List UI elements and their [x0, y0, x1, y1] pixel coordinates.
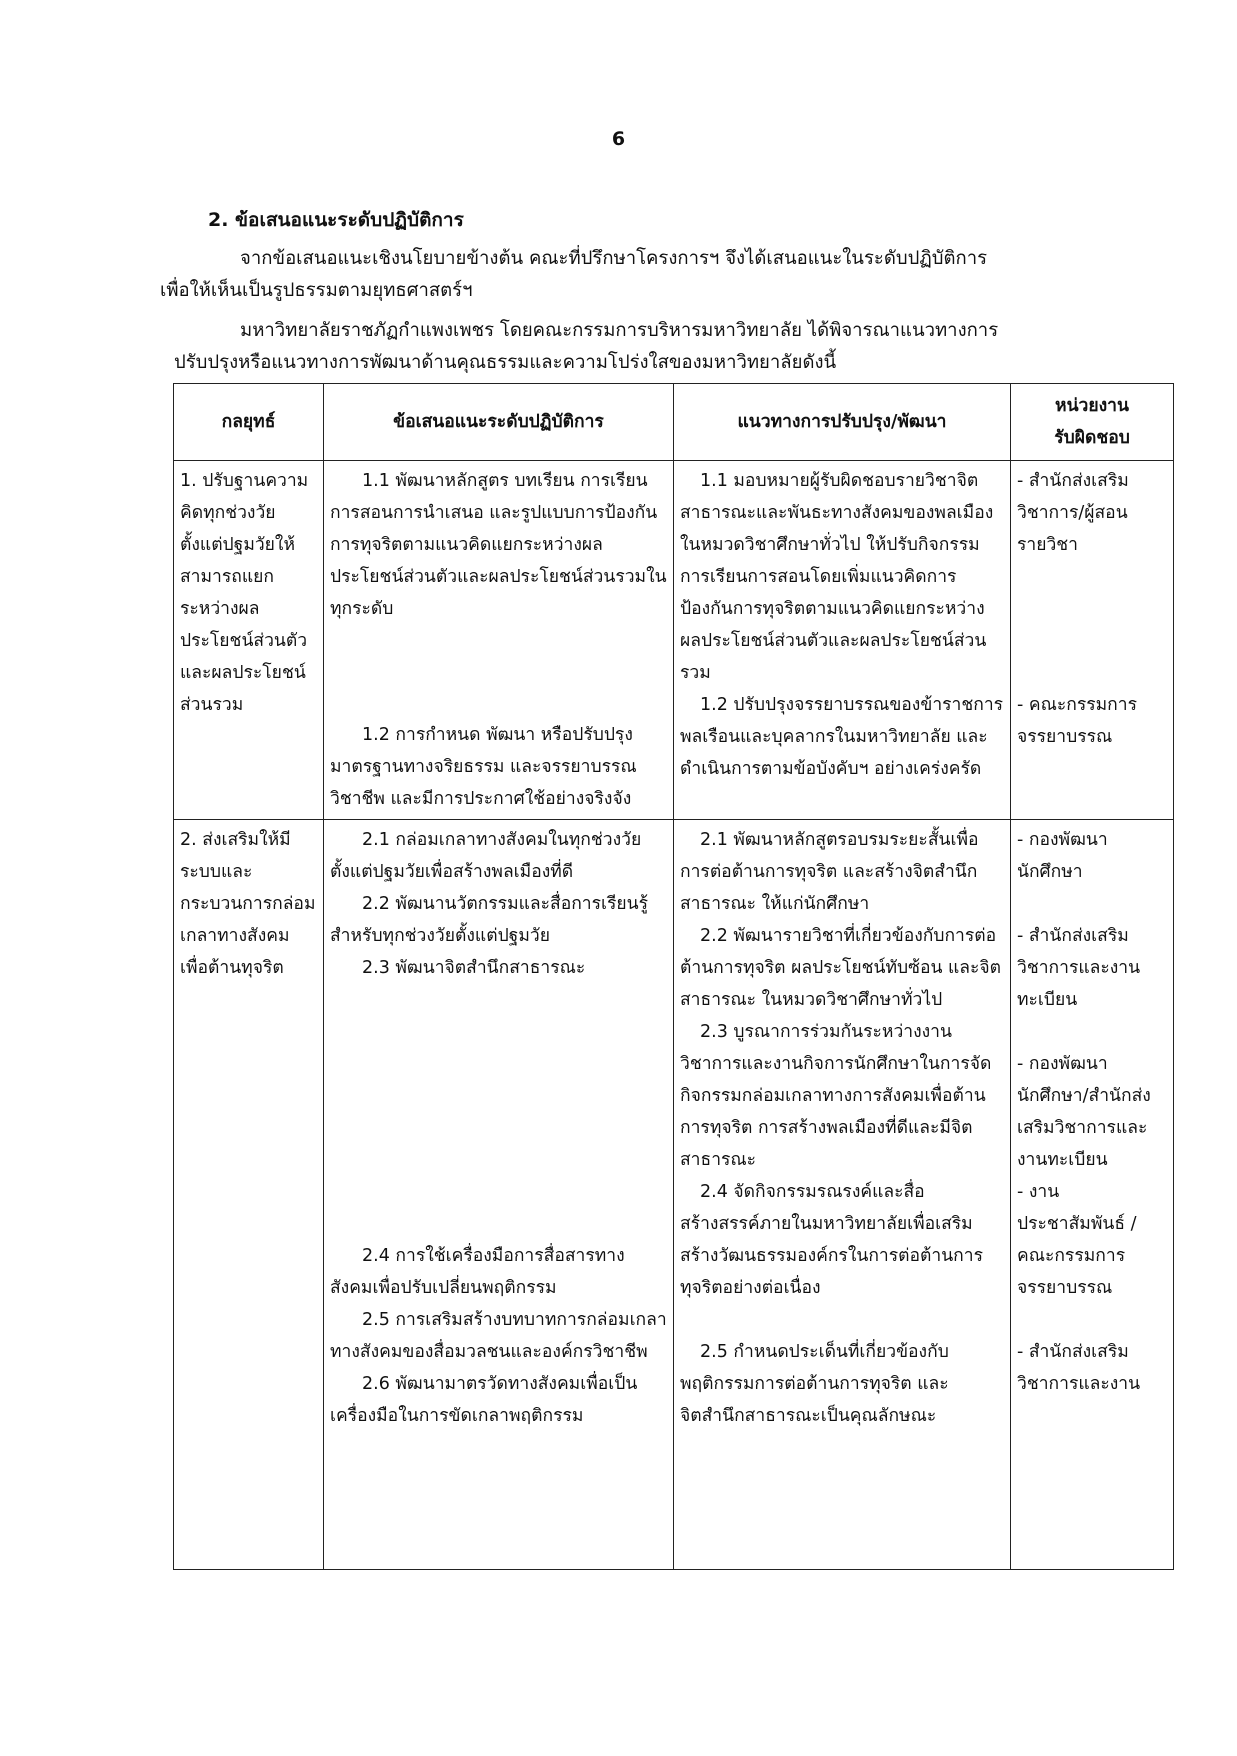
header-improvement: แนวทางการปรับปรุง/พัฒนา — [674, 384, 1011, 461]
recommendation-item: 2.6 พัฒนามาตรวัดทางสังคมเพื่อเป็นเครื่องมือในการขัดเกลาพฤติกรรม — [330, 1374, 638, 1426]
responsible-item: - สำนักส่งเสริมวิชาการและงาน — [1017, 1342, 1141, 1394]
improvement-item: 2.3 บูรณาการร่วมกันระหว่างงานวิชาการและงานกิจการนักศึกษาในการจัดกิจกรรมกล่อมเกลาทางการสังคมเพื่อต้านการทุจริต การสร้างพลเมืองที่ดีและมีจิตสาธารณะ — [680, 1022, 992, 1170]
improvement-item: 1.2 ปรับปรุงจรรยาบรรณของข้าราชการพลเรือนและบุคลากรในมหาวิทยาลัย และดำเนินการตามข้อบังคับฯ อย่างเคร่งครัด — [680, 695, 1004, 779]
recommendation-item: 2.2 พัฒนานวัตกรรมและสื่อการเรียนรู้สำหรับทุกช่วงวัยตั้งแต่ปฐมวัย — [330, 894, 649, 946]
recommendation-item: 1.1 พัฒนาหลักสูตร บทเรียน การเรียนการสอนการนำเสนอ และรูปแบบการป้องกันการทุจริตตามแนวคิดแยกระหว่างผลประโยชน์ส่วนตัวและผลประโยชน์ส่วนรวมในทุกระดับ — [330, 471, 667, 619]
paragraph-line: เพื่อให้เห็นเป็นรูปธรรมตามยุทธศาสตร์ฯ — [160, 280, 473, 301]
responsible-item: - สำนักส่งเสริมวิชาการ/ผู้สอนรายวิชา — [1017, 471, 1129, 555]
recommendation-item: 2.3 พัฒนาจิตสำนึกสาธารณะ — [362, 958, 586, 978]
improvement-cell — [674, 820, 1011, 1570]
recommendation-cell — [324, 461, 674, 820]
strategy-cell: 2. ส่งเสริมให้มีระบบและกระบวนการกล่อมเกลาทางสังคมเพื่อต้านทุจริต — [174, 820, 324, 1570]
responsible-item: - คณะกรรมการจรรยาบรรณ — [1017, 695, 1137, 747]
table-header-row — [174, 384, 1174, 461]
recommendation-item: 2.5 การเสริมสร้างบทบาทการกล่อมเกลาทางสังคมของสื่อมวลชนและองค์กรวิชาชีพ — [330, 1310, 667, 1362]
improvement-item: 1.1 มอบหมายผู้รับผิดชอบรายวิชาจิตสาธารณะและพันธะทางสังคมของพลเมือง ในหมวดวิชาศึกษาทั่วไป ให้ปรับกิจกรรมการเรียนการสอนโดยเพิ่มแนวคิดการป้องกันการทุจริตตามแนวคิดแยกระหว่างผลประโยชน์ส่วนตัวและผลประโยชน์ส่วนรวม — [680, 471, 994, 683]
responsible-item: - กองพัฒนานักศึกษา/สำนักส่งเสริมวิชาการและงานทะเบียน — [1017, 1054, 1151, 1170]
paragraph-line: จากข้อเสนอแนะเชิงนโยบายข้างต้น คณะที่ปรึกษาโครงการฯ จึงได้เสนอแนะในระดับปฏิบัติการ — [240, 248, 988, 269]
recommendation-cell — [324, 820, 674, 1570]
responsible-cell — [1011, 461, 1174, 820]
improvement-item: 2.5 กำหนดประเด็นที่เกี่ยวข้องกับพฤติกรรมการต่อต้านการทุจริต และจิตสำนึกสาธารณะเป็นคุณลักษณะ — [680, 1342, 949, 1426]
section-heading: 2. ข้อเสนอแนะระดับปฏิบัติการ — [208, 209, 464, 231]
responsible-item: - งานประชาสัมพันธ์ / คณะกรรมการจรรยาบรรณ — [1017, 1182, 1137, 1298]
table-row — [174, 820, 1174, 1570]
improvement-cell — [674, 461, 1011, 820]
responsible-item: - สำนักส่งเสริมวิชาการและงานทะเบียน — [1017, 926, 1141, 1010]
header-strategy: กลยุทธ์ — [174, 384, 324, 461]
page-number: 6 — [611, 128, 626, 150]
action-plan-table — [173, 383, 1174, 1570]
paragraph-line: ปรับปรุงหรือแนวทางการพัฒนาด้านคุณธรรมและความโปร่งใสของมหาวิทยาลัยดังนี้ — [174, 352, 837, 373]
header-responsible: หน่วยงาน รับผิดชอบ — [1011, 384, 1174, 461]
improvement-item: 2.1 พัฒนาหลักสูตรอบรมระยะสั้นเพื่อการต่อต้านการทุจริต และสร้างจิตสำนึกสาธารณะ ให้แก่นักศึกษา — [680, 830, 979, 914]
responsible-cell — [1011, 820, 1174, 1570]
recommendation-item: 1.2 การกำหนด พัฒนา หรือปรับปรุงมาตรฐานทางจริยธรรม และจรรยาบรรณวิชาชีพ และมีการประกาศใช้อย่างจริงจัง — [330, 725, 637, 809]
header-recommendation: ข้อเสนอแนะระดับปฏิบัติการ — [324, 384, 674, 461]
paragraph-line: มหาวิทยาลัยราชภัฏกำแพงเพชร โดยคณะกรรมการบริหารมหาวิทยาลัย ได้พิจารณาแนวทางการ — [240, 320, 999, 341]
strategy-cell: 1. ปรับฐานความคิดทุกช่วงวัยตั้งแต่ปฐมวัยให้สามารถแยกระหว่างผลประโยชน์ส่วนตัวและผลประโยชน์ส่วนรวม — [174, 461, 324, 820]
recommendation-item: 2.1 กล่อมเกลาทางสังคมในทุกช่วงวัย ตั้งแต่ปฐมวัยเพื่อสร้างพลเมืองที่ดี — [330, 830, 642, 882]
responsible-item: - กองพัฒนานักศึกษา — [1017, 830, 1108, 882]
improvement-item: 2.4 จัดกิจกรรมรณรงค์และสื่อสร้างสรรค์ภายในมหาวิทยาลัยเพื่อเสริมสร้างวัฒนธรรมองค์กรในการต่อต้านการทุจริตอย่างต่อเนื่อง — [680, 1182, 984, 1298]
table-row — [174, 461, 1174, 820]
improvement-item: 2.2 พัฒนารายวิชาที่เกี่ยวข้องกับการต่อต้านการทุจริต ผลประโยชน์ทับซ้อน และจิตสาธารณะ ในหมวดวิชาศึกษาทั่วไป — [680, 926, 1002, 1010]
recommendation-item: 2.4 การใช้เครื่องมือการสื่อสารทางสังคมเพื่อปรับเปลี่ยนพฤติกรรม — [330, 1246, 625, 1298]
